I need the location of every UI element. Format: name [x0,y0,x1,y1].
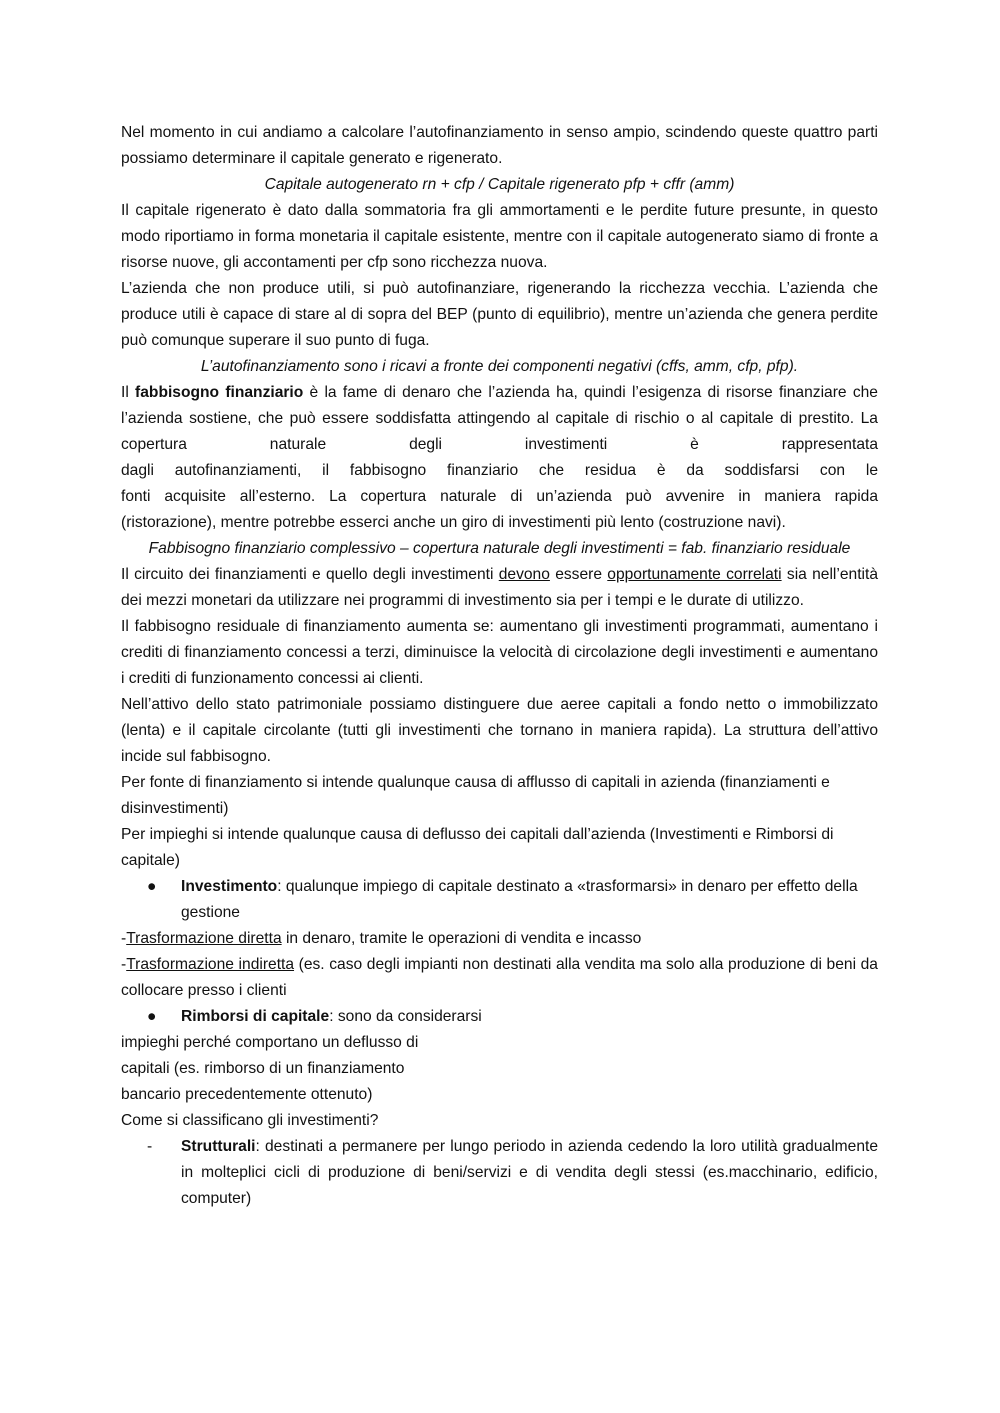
paragraph-line: dagli autofinanziamenti, il fabbisogno finanziario che residua è da soddisfarsi con le [121,462,878,479]
bullet-dot-icon: ● [147,878,157,895]
text-run: Il [121,384,136,401]
underlined-term: opportunamente correlati [607,566,782,583]
list-item-strutturali [121,1134,878,1212]
paragraph-autofinanziamento-intro: Nel momento in cui andiamo a calcolare l’autofinanziamento in senso ampio, scindendo queste quattro parti possiamo determinare il capitale generato e rigenerato. [121,124,878,167]
paragraph-fabbisogno [121,380,878,536]
formula-capitale: Capitale autogenerato rn + cfp / Capitale rigenerato pfp + cffr (amm) [264,176,735,193]
text-run: : sono da considerarsi [329,1008,482,1025]
text-run: : qualunque impiego di capitale destinato a «trasformarsi» in denaro per effetto della gestione [181,878,858,921]
bold-term: Strutturali [181,1138,256,1155]
bold-term: Investimento [181,878,278,895]
paragraph-impieghi: Per impieghi si intende qualunque causa di deflusso dei capitali dall’azienda (Investimenti e Rimborsi di capitale) [121,826,834,869]
text-run: (es. caso degli impianti non destinati alla vendita ma solo alla produzione di beni da collocare presso i clienti [121,956,878,999]
bullet-dot-icon: ● [147,1008,157,1025]
rimborsi-line: impieghi perché comportano un deflusso di [121,1034,419,1051]
underlined-term: Trasformazione diretta [126,930,282,947]
rimborsi-line: bancario precedentemente ottenuto) [121,1086,373,1103]
document-body [121,120,878,1212]
dash-icon: - [121,930,127,947]
paragraph-capitale-rigenerato: Il capitale rigenerato è dato dalla sommatoria fra gli ammortamenti e le perdite future presunte, in questo modo riportiamo in forma monetaria il capitale esistente, mentre con il capitale autogenerato siamo di fronte a risorse nuove, gli accontamenti per cfp sono ricchezza nuova. [121,202,878,271]
text-run: essere [549,566,608,583]
formula-autofinanziamento: L’autofinanziamento sono i ricavi a fronte dei componenti negativi (cffs, amm, cfp, pfp). [200,358,799,375]
question-classificazione: Come si classificano gli investimenti? [121,1112,379,1129]
paragraph-circuito [121,562,878,614]
text-run: in denaro, tramite le operazioni di vendita e incasso [281,930,642,947]
list-item-text [181,1134,878,1212]
bold-term: fabbisogno finanziario [135,384,304,401]
paragraph-fabbisogno-residuale: Il fabbisogno residuale di finanziamento aumenta se: aumentano gli investimenti programmati, aumentano i crediti di finanziamento concessi a terzi, diminuisce la velocità di circolazione degli investimenti e aumentano i crediti di funzionamento concessi ai clienti. [121,618,878,687]
paragraph-line: fonti acquisite all’esterno. La copertura naturale di un’azienda può avvenire in maniera rapida [121,488,878,505]
bullet-text [181,1004,878,1030]
underlined-term: Trasformazione indiretta [126,956,295,973]
text-run: sia nell’entità dei mezzi monetari da utilizzare nei programmi di investimento sia per i tempi e le durate di utilizzo. [121,566,878,609]
bullet-rimborsi [121,1004,878,1030]
paragraph-azienda-utili: L’azienda che non produce utili, si può autofinanziare, rigenerando la ricchezza vecchia. L’azienda che produce utili è capace di stare al di sopra del BEP (punto di equilibrio), mentre un’azienda che genera perdite può comunque superare il suo punto di fuga. [121,280,878,349]
bold-term: Rimborsi di capitale [181,1008,330,1025]
text-run: Il circuito dei finanziamenti e quello degli investimenti [121,566,499,583]
rimborsi-line: capitali (es. rimborso di un finanziamento [121,1060,405,1077]
trasformazione-diretta [121,926,878,952]
paragraph-fonte-finanziamento: Per fonte di finanziamento si intende qualunque causa di afflusso di capitali in azienda (finanziamenti e disinvestimenti) [121,774,830,817]
bullet-investimento [121,874,878,926]
paragraph-line: (ristorazione), mentre potrebbe esserci anche un giro di investimenti più lento (costruzione navi). [121,514,786,531]
bullet-text [181,874,878,926]
underlined-term: devono [498,566,550,583]
text-run: è la fame di denaro che l’azienda ha, quindi l’esigenza di risorse finanziare che l’azienda sostiene, che può essere soddisfatta attingendo al capitale di rischio o al capitale di prestito. La copertura naturale degli investimenti è rappresentata [121,384,878,453]
paragraph-fabbisogno-main [121,380,878,458]
formula-fabbisogno-residuale: Fabbisogno finanziario complessivo – copertura naturale degli investimenti = fab. finanziario residuale [148,540,851,557]
paragraph-attivo: Nell’attivo dello stato patrimoniale possiamo distinguere due aeree capitali a fondo netto o immobilizzato (lenta) e il capitale circolante (tutti gli investimenti che tornano in maniera rapida). La struttura dell’attivo incide sul fabbisogno. [121,696,878,765]
dash-icon: - [121,956,127,973]
dash-icon: - [147,1138,153,1155]
trasformazione-indiretta [121,952,878,1004]
text-run: : destinati a permanere per lungo periodo in azienda cedendo la loro utilità gradualmente in molteplici cicli di produzione di beni/servizi e di vendita degli stessi (es.macchinario, edificio, computer) [181,1138,878,1207]
